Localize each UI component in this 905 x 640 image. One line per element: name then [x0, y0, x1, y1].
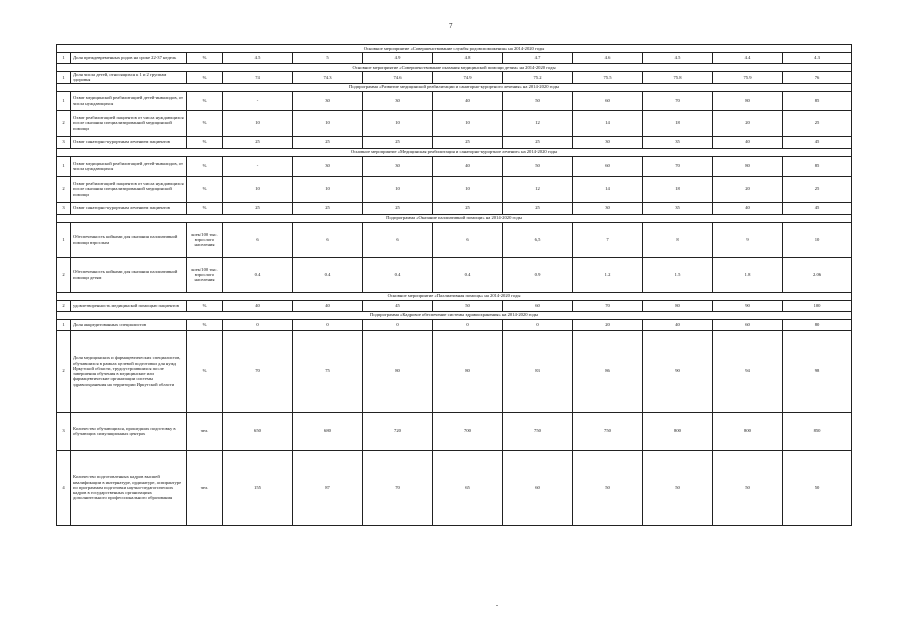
value-cell: 720 [363, 412, 433, 450]
value-cell: 87 [293, 450, 363, 525]
section-title: Основное мероприятие «Паллиативная помощь» на 2014-2020 годы [57, 292, 852, 300]
table-row [57, 330, 852, 412]
value-cell: 80 [643, 300, 713, 311]
value-cell: 4.5 [223, 53, 293, 64]
value-cell: 30 [293, 91, 363, 110]
value-cell: 0 [433, 319, 503, 330]
indicator-name: удовлетворенность медицинской помощью пациентов [71, 300, 187, 311]
indicator-name: Доля числа детей, относящихся к 1 и 2 группам здоровья [71, 72, 187, 84]
unit-cell: % [187, 53, 223, 64]
value-cell: 90 [713, 300, 783, 311]
value-cell: 8 [643, 222, 713, 257]
value-cell: 45 [783, 202, 852, 214]
value-cell: 25 [223, 202, 293, 214]
value-cell: 60 [573, 91, 643, 110]
value-cell: 9 [713, 222, 783, 257]
unit-cell: чел. [187, 412, 223, 450]
value-cell: 5 [293, 53, 363, 64]
value-cell: 680 [293, 412, 363, 450]
value-cell: 0.9 [503, 257, 573, 292]
value-cell: 6 [293, 222, 363, 257]
section-title: Основное мероприятие «Совершенствование оказания медицинской помощи детям» на 2014-2020 годы [57, 64, 852, 72]
value-cell: 10 [783, 222, 852, 257]
value-cell: 0.4 [223, 257, 293, 292]
value-cell: 60 [503, 300, 573, 311]
unit-cell: % [187, 300, 223, 311]
unit-cell: коек/100 тыс. взрослого населения [187, 257, 223, 292]
value-cell: 0 [293, 319, 363, 330]
value-cell: 10 [433, 176, 503, 202]
value-cell: 65 [433, 450, 503, 525]
unit-cell: % [187, 72, 223, 84]
value-cell: 80 [713, 156, 783, 176]
unit-cell: коек/100 тыс. взрослого населения [187, 222, 223, 257]
value-cell: - [223, 156, 293, 176]
value-cell: 6,5 [503, 222, 573, 257]
value-cell: 40 [293, 300, 363, 311]
indicators-table [56, 44, 852, 526]
value-cell: 4.7 [503, 53, 573, 64]
value-cell: 25 [433, 202, 503, 214]
unit-cell: % [187, 330, 223, 412]
value-cell: 10 [293, 176, 363, 202]
table-row [57, 300, 852, 311]
value-cell: 4.4 [713, 53, 783, 64]
value-cell: 75.5 [573, 72, 643, 84]
value-cell: 80 [363, 330, 433, 412]
row-number: 1 [57, 156, 71, 176]
value-cell: 10 [223, 110, 293, 136]
scan-speck [496, 605, 498, 606]
table-row [57, 156, 852, 176]
table-row [57, 319, 852, 330]
section-header-row [57, 83, 852, 91]
value-cell: 4.5 [643, 53, 713, 64]
value-cell: 20 [713, 176, 783, 202]
row-number: 1 [57, 91, 71, 110]
indicator-name: Охват санаторно-курортным лечением пациентов [71, 202, 187, 214]
table-row [57, 412, 852, 450]
row-number: 1 [57, 222, 71, 257]
row-number: 1 [57, 319, 71, 330]
value-cell: 0 [363, 319, 433, 330]
value-cell: 0 [503, 319, 573, 330]
value-cell: 0 [223, 319, 293, 330]
value-cell: 650 [223, 412, 293, 450]
value-cell: 14 [573, 176, 643, 202]
value-cell: 12 [503, 176, 573, 202]
section-title: Подпрограмма «Оказание паллиативной помощи» на 2014-2020 годы [57, 214, 852, 222]
value-cell: 4.3 [783, 53, 852, 64]
value-cell: 25 [363, 202, 433, 214]
value-cell: 30 [363, 91, 433, 110]
section-header-row [57, 64, 852, 72]
value-cell: 1.2 [573, 257, 643, 292]
row-number: 1 [57, 72, 71, 84]
value-cell: 2.06 [783, 257, 852, 292]
value-cell: 30 [573, 136, 643, 148]
value-cell: 25 [293, 202, 363, 214]
value-cell: 60 [503, 450, 573, 525]
value-cell: 50 [573, 450, 643, 525]
value-cell: 45 [783, 136, 852, 148]
value-cell: 60 [573, 156, 643, 176]
value-cell: 25 [783, 110, 852, 136]
section-header-row [57, 292, 852, 300]
indicator-name: Количество обучающихся, прошедших подготовку в обучающих симуляционных центрах [71, 412, 187, 450]
value-cell: 40 [433, 91, 503, 110]
row-number: 2 [57, 176, 71, 202]
section-title: Основное мероприятие «Медицинская реабилитация и санаторно-курортное лечение» на 2014-2020 годы [57, 148, 852, 156]
value-cell: 30 [363, 156, 433, 176]
table-row [57, 450, 852, 525]
value-cell: 70 [363, 450, 433, 525]
value-cell: 74.9 [433, 72, 503, 84]
unit-cell: % [187, 319, 223, 330]
row-number: 3 [57, 412, 71, 450]
value-cell: 4.6 [573, 53, 643, 64]
value-cell: 10 [363, 110, 433, 136]
value-cell: 25 [503, 202, 573, 214]
value-cell: 750 [503, 412, 573, 450]
section-title: Подпрограмма «Развитие медицинской реабилитации и санаторно-курортного лечения» на 2014-2020 годы [57, 83, 852, 91]
table-body [57, 45, 852, 526]
value-cell: 10 [363, 176, 433, 202]
value-cell: 40 [713, 202, 783, 214]
value-cell: 74.6 [363, 72, 433, 84]
value-cell: 20 [713, 110, 783, 136]
value-cell: 4.9 [363, 53, 433, 64]
value-cell: 10 [293, 110, 363, 136]
table-row [57, 110, 852, 136]
table-row [57, 222, 852, 257]
value-cell: 10 [223, 176, 293, 202]
value-cell: 45 [363, 300, 433, 311]
value-cell: 18 [643, 110, 713, 136]
unit-cell: % [187, 136, 223, 148]
value-cell: 70 [643, 156, 713, 176]
value-cell: 98 [783, 330, 852, 412]
value-cell: 25 [293, 136, 363, 148]
value-cell: 70 [643, 91, 713, 110]
value-cell: 1.8 [713, 257, 783, 292]
value-cell: 800 [643, 412, 713, 450]
section-header-row [57, 148, 852, 156]
section-header-row [57, 214, 852, 222]
value-cell: 700 [433, 412, 503, 450]
value-cell: 50 [503, 91, 573, 110]
table-row [57, 72, 852, 84]
value-cell: 40 [643, 319, 713, 330]
value-cell: 25 [223, 136, 293, 148]
value-cell: 0.4 [363, 257, 433, 292]
indicator-name: Охват медицинской реабилитацией детей-инвалидов, от числа нуждающихся [71, 156, 187, 176]
value-cell: 90 [643, 330, 713, 412]
value-cell: 70 [573, 300, 643, 311]
value-cell: 70 [223, 330, 293, 412]
value-cell: 7 [573, 222, 643, 257]
value-cell: 60 [713, 319, 783, 330]
value-cell: 0.4 [433, 257, 503, 292]
value-cell: 40 [433, 156, 503, 176]
value-cell: 14 [573, 110, 643, 136]
value-cell: 6 [433, 222, 503, 257]
table-row [57, 202, 852, 214]
value-cell: 80 [433, 330, 503, 412]
unit-cell: % [187, 176, 223, 202]
value-cell: 35 [643, 202, 713, 214]
unit-cell: % [187, 91, 223, 110]
value-cell: 25 [503, 136, 573, 148]
value-cell: 85 [783, 156, 852, 176]
row-number: 2 [57, 257, 71, 292]
value-cell: 4.8 [433, 53, 503, 64]
indicator-name: Доля медицинских и фармацевтических специалистов, обучавшихся в рамках целевой подготовки для нужд Иркутской области, трудоустроившихся после завершения обучения в медицинские или фармацевтические организации системы здравоохранения на территории Иркутской области [71, 330, 187, 412]
value-cell: 30 [573, 202, 643, 214]
section-header-row [57, 311, 852, 319]
value-cell: 50 [713, 450, 783, 525]
value-cell: 25 [783, 176, 852, 202]
unit-cell: % [187, 156, 223, 176]
table-row [57, 136, 852, 148]
value-cell: 800 [713, 412, 783, 450]
row-number: 2 [57, 300, 71, 311]
value-cell: 50 [783, 450, 852, 525]
value-cell: 50 [643, 450, 713, 525]
value-cell: 85 [783, 91, 852, 110]
table-row [57, 176, 852, 202]
value-cell: 50 [433, 300, 503, 311]
value-cell: 50 [503, 156, 573, 176]
unit-cell: % [187, 202, 223, 214]
row-number: 2 [57, 110, 71, 136]
value-cell: 80 [783, 319, 852, 330]
table-row [57, 91, 852, 110]
value-cell: 80 [713, 91, 783, 110]
row-number: 2 [57, 330, 71, 412]
value-cell: 10 [433, 110, 503, 136]
row-number: 3 [57, 136, 71, 148]
section-title: Подпрограмма «Кадровое обеспечение системы здравоохранения» на 2014-2020 годы [57, 311, 852, 319]
value-cell: 83 [503, 330, 573, 412]
indicator-name: Охват санаторно-курортным лечением пациентов [71, 136, 187, 148]
table-row [57, 257, 852, 292]
value-cell: 74.3 [293, 72, 363, 84]
indicator-name: Обеспеченность койками для оказания паллиативной помощи детям [71, 257, 187, 292]
value-cell: 850 [783, 412, 852, 450]
table-row [57, 53, 852, 64]
value-cell: 1.5 [643, 257, 713, 292]
unit-cell: чел. [187, 450, 223, 525]
value-cell: 75.2 [503, 72, 573, 84]
value-cell: 86 [573, 330, 643, 412]
value-cell: 75.9 [713, 72, 783, 84]
indicator-name: Охват реабилитацией пациентов от числа нуждающихся после оказания специализированной медицинской помощи [71, 176, 187, 202]
value-cell: 75.8 [643, 72, 713, 84]
row-number: 4 [57, 450, 71, 525]
value-cell: 74 [223, 72, 293, 84]
unit-cell: % [187, 110, 223, 136]
indicator-name: Охват реабилитацией пациентов от числа нуждающихся после оказания специализированной медицинской помощи [71, 110, 187, 136]
indicator-name: Количество подготовленных кадров высшей квалификации в интернатуре, ординатуре, аспирантуре по программам подготовки научно-педагогических кадров в государственных организациях дополнительного профессионального образования [71, 450, 187, 525]
value-cell: 25 [363, 136, 433, 148]
value-cell: 20 [573, 319, 643, 330]
indicator-name: Доля преждевременных родов на сроке 22-37 недель [71, 53, 187, 64]
section-header-row [57, 45, 852, 53]
indicator-name: Доля аккредитованных специалистов [71, 319, 187, 330]
value-cell: 12 [503, 110, 573, 136]
value-cell: 94 [713, 330, 783, 412]
value-cell: 155 [223, 450, 293, 525]
indicator-name: Охват медицинской реабилитацией детей-инвалидов, от числа нуждающихся [71, 91, 187, 110]
value-cell: 100 [783, 300, 852, 311]
row-number: 3 [57, 202, 71, 214]
value-cell: 18 [643, 176, 713, 202]
indicator-name: Обеспеченность койками для оказания паллиативной помощи взрослым [71, 222, 187, 257]
value-cell: 30 [293, 156, 363, 176]
value-cell: 6 [363, 222, 433, 257]
value-cell: 0.4 [293, 257, 363, 292]
value-cell: 6 [223, 222, 293, 257]
section-title: Основное мероприятие «Совершенствование службы родовспоможения» на 2014-2020 годы [57, 45, 852, 53]
value-cell: 76 [783, 72, 852, 84]
value-cell: 40 [223, 300, 293, 311]
value-cell: 35 [643, 136, 713, 148]
value-cell: 40 [713, 136, 783, 148]
page-number: 7 [449, 22, 453, 30]
value-cell: 750 [573, 412, 643, 450]
value-cell: 25 [433, 136, 503, 148]
row-number: 1 [57, 53, 71, 64]
value-cell: 75 [293, 330, 363, 412]
value-cell: - [223, 91, 293, 110]
